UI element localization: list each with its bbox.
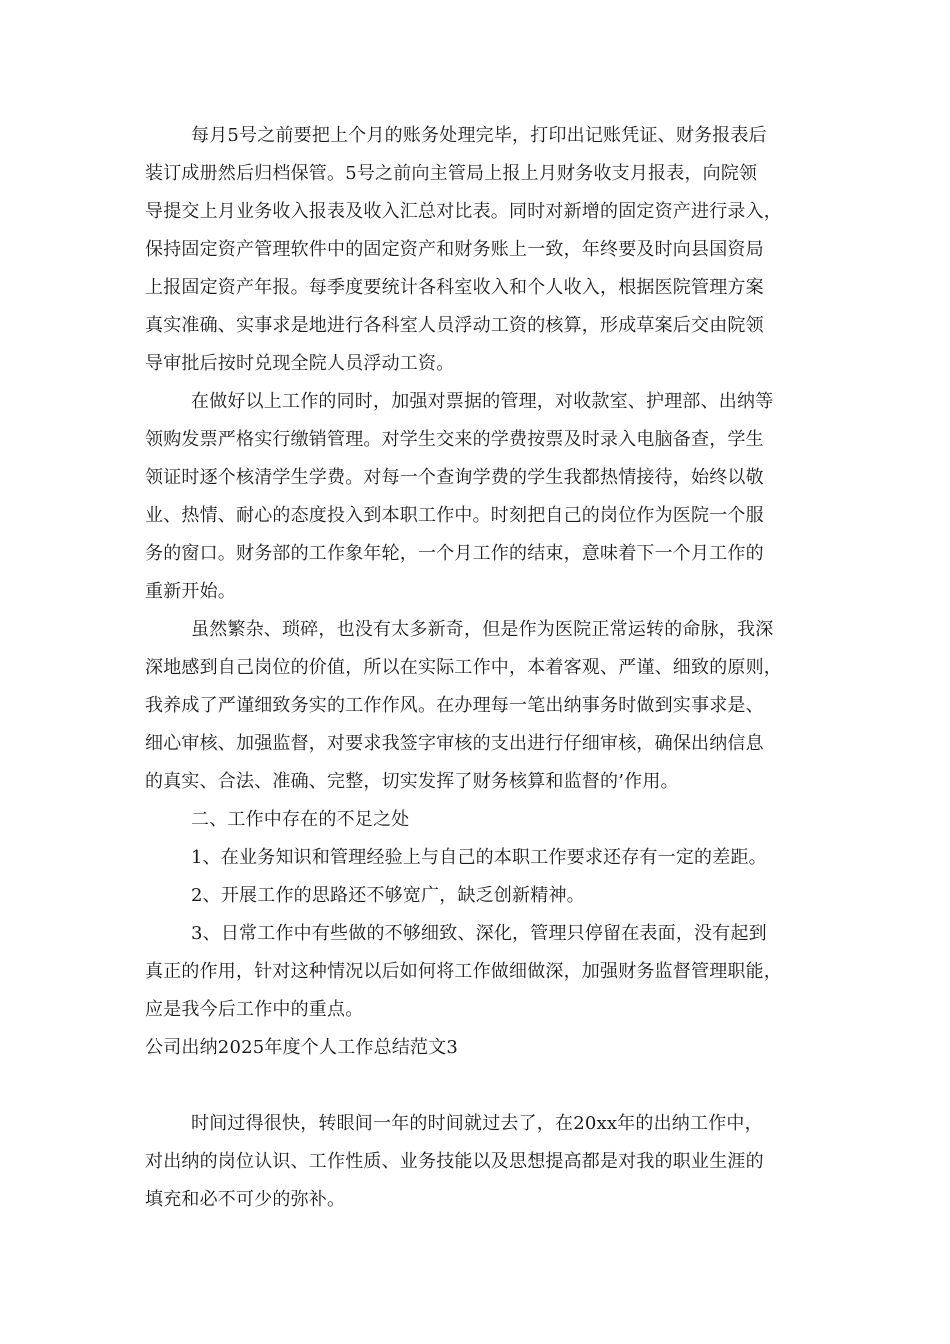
paragraph-3-line-5: 的真实、合法、准确、完整，切实发挥了财务核算和监督的’作用。 (145, 771, 679, 792)
paragraph-3-line-2: 深地感到自己岗位的价值，所以在实际工作中，本着客观、严谨、细致的原则， (145, 657, 782, 678)
paragraph-1-line-3: 导提交上月业务收入报表及收入汇总对比表。同时对新增的固定资产进行录入， (145, 201, 782, 222)
paragraph-2-line-3: 领证时逐个核清学生学费。对每一个查询学费的学生我都热情接待，始终以敬 (145, 467, 764, 488)
paragraph-4-line-2: 对出纳的岗位认识、工作性质、业务技能以及思想提高都是对我的职业生涯的 (145, 1151, 764, 1172)
paragraph-2-line-6: 重新开始。 (145, 581, 236, 602)
paragraph-2-line-4: 业、热情、耐心的态度投入到本职工作中。时刻把自己的岗位作为医院一个服 (145, 505, 764, 526)
paragraph-4-line-3: 填充和必不可少的弥补。 (145, 1189, 346, 1210)
paragraph-4-line-1: 时间过得很快，转眼间一年的时间就过去了，在20xx年的出纳工作中， (191, 1113, 763, 1134)
paragraph-3-line-4: 细心审核、加强监督，对要求我签字审核的支出进行仔细审核，确保出纳信息 (145, 733, 764, 754)
paragraph-1-line-5: 上报固定资产年报。每季度要统计各科室收入和个人收入，根据医院管理方案 (145, 277, 764, 298)
paragraph-3-line-3: 我养成了严谨细致务实的工作作风。在办理每一笔出纳事务时做到实事求是、 (145, 695, 764, 716)
section-heading: 二、工作中存在的不足之处 (191, 809, 410, 830)
paragraph-2-line-5: 务的窗口。财务部的工作象年轮，一个月工作的结束，意味着下一个月工作的 (145, 543, 764, 564)
paragraph-1-line-7: 导审批后按时兑现全院人员浮动工资。 (145, 353, 455, 374)
paragraph-1-line-6: 真实准确、实事求是地进行各科室人员浮动工资的核算，形成草案后交由院领 (145, 315, 764, 336)
paragraph-3-line-1: 虽然繁杂、琐碎，也没有太多新奇，但是作为医院正常运转的命脉，我深 (191, 619, 774, 640)
list-item-1: 1、在业务知识和管理经验上与自己的本职工作要求还存有一定的差距。 (191, 847, 767, 868)
paragraph-1-line-1: 每月5号之前要把上个月的账务处理完毕，打印出记账凭证、财务报表后 (191, 125, 767, 146)
list-item-3-line-1: 3、日常工作中有些做的不够细致、深化，管理只停留在表面，没有起到 (191, 923, 767, 944)
article-title: 公司出纳2025年度个人工作总结范文3 (145, 1037, 459, 1058)
paragraph-2-line-2: 领购发票严格实行缴销管理。对学生交来的学费按票及时录入电脑备查，学生 (145, 429, 764, 450)
list-item-2: 2、开展工作的思路还不够宽广，缺乏创新精神。 (191, 885, 585, 906)
paragraph-1-line-4: 保持固定资产管理软件中的固定资产和财务账上一致，年终要及时向县国资局 (145, 239, 764, 260)
paragraph-1-line-2: 装订成册然后归档保管。5号之前向主管局上报上月财务收支月报表，向院领 (145, 163, 758, 184)
paragraph-2-line-1: 在做好以上工作的同时，加强对票据的管理，对收款室、护理部、出纳等 (191, 391, 774, 412)
list-item-3-line-2: 真正的作用，针对这种情况以后如何将工作做细做深，加强财务监督管理职能， (145, 961, 782, 982)
list-item-3-line-3: 应是我今后工作中的重点。 (145, 999, 364, 1020)
